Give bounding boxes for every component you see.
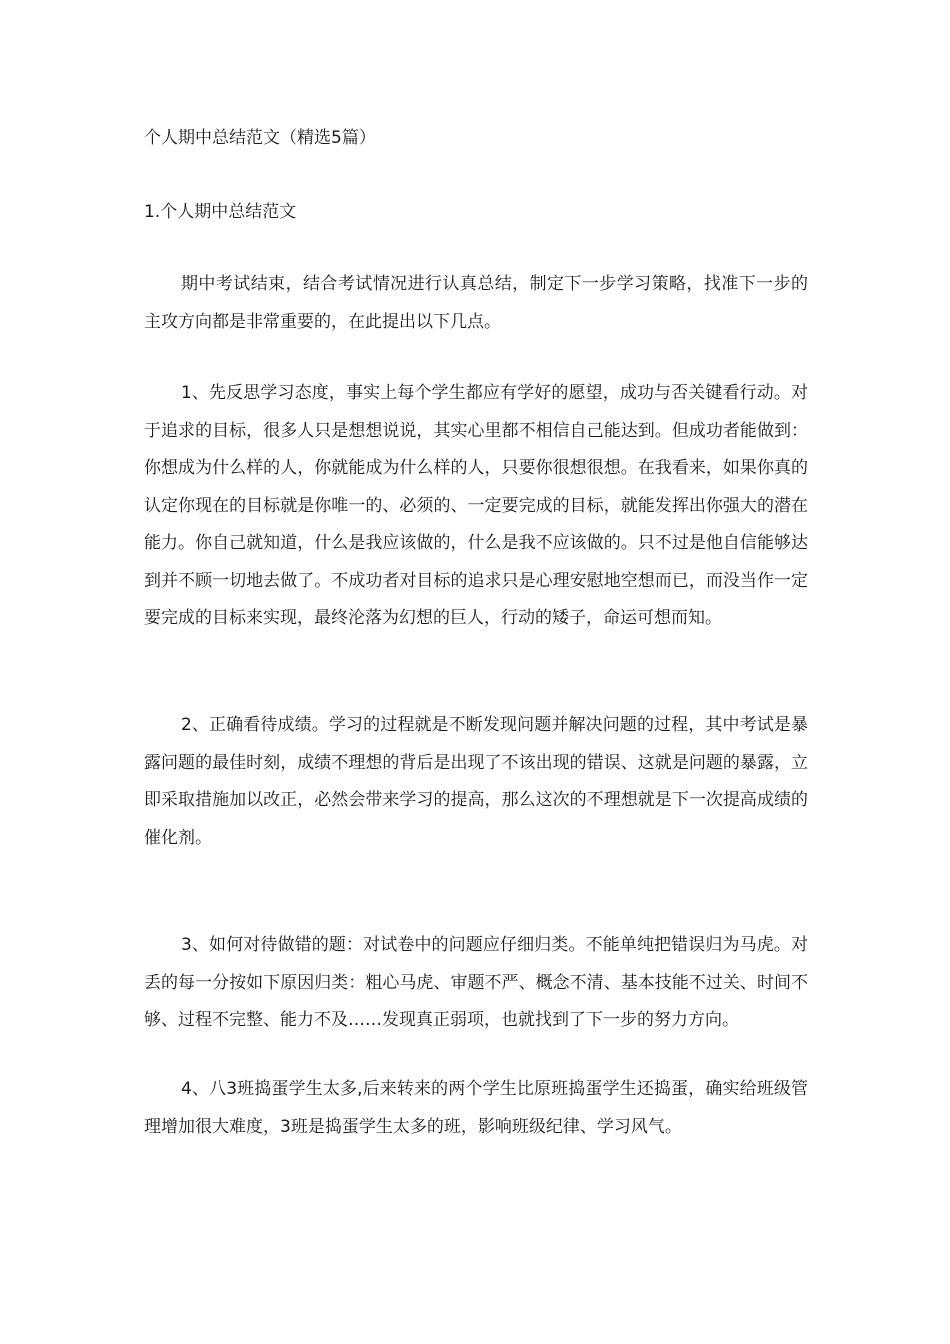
- paragraph-point-4: 4、八3班捣蛋学生太多,后来转来的两个学生比原班捣蛋学生还捣蛋，确实给班级管理增加很大难度，3班是捣蛋学生太多的班，影响班级纪律、学习风气。: [144, 1079, 808, 1137]
- paragraph-point-3: 3、如何对待做错的题：对试卷中的问题应仔细归类。不能单纯把错误归为马虎。对丢的每一分按如下原因归类：粗心马虎、审题不严、概念不清、基本技能不过关、时间不够、过程不完整、能力不及……发现真正弱项，也就找到了下一步的努力方向。: [144, 935, 808, 1030]
- paragraph-point-2: 2、正确看待成绩。学习的过程就是不断发现问题并解决问题的过程，其中考试是暴露问题的最佳时刻，成绩不理想的背后是出现了不该出现的错误、这就是问题的暴露，立即采取措施加以改正，必然会带来学习的提高，那么这次的不理想就是下一次提高成绩的催化剂。: [144, 715, 808, 848]
- section-heading: 1.个人期中总结范文: [144, 202, 297, 222]
- paragraph-point-1: 1、先反思学习态度，事实上每个学生都应有学好的愿望，成功与否关键看行动。对于追求的目标，很多人只是想想说说，其实心里都不相信自己能达到。但成功者能做到：你想成为什么样的人，你就能成为什么样的人，只要你很想很想。在我看来，如果你真的认定你现在的目标就是你唯一的、必须的、一定要完成的目标，就能发挥出你强大的潜在能力。你自己就知道，什么是我应该做的，什么是我不应该做的。只不过是他自信能够达到并不顾一切地去做了。不成功者对目标的追求只是心理安慰地空想而已，而没当作一定要完成的目标来实现，最终沦落为幻想的巨人，行动的矮子，命运可想而知。: [144, 383, 808, 628]
- paragraph-intro: 期中考试结束，结合考试情况进行认真总结，制定下一步学习策略，找准下一步的主攻方向都是非常重要的，在此提出以下几点。: [144, 274, 808, 332]
- document-title: 个人期中总结范文（精选5篇）: [144, 128, 376, 148]
